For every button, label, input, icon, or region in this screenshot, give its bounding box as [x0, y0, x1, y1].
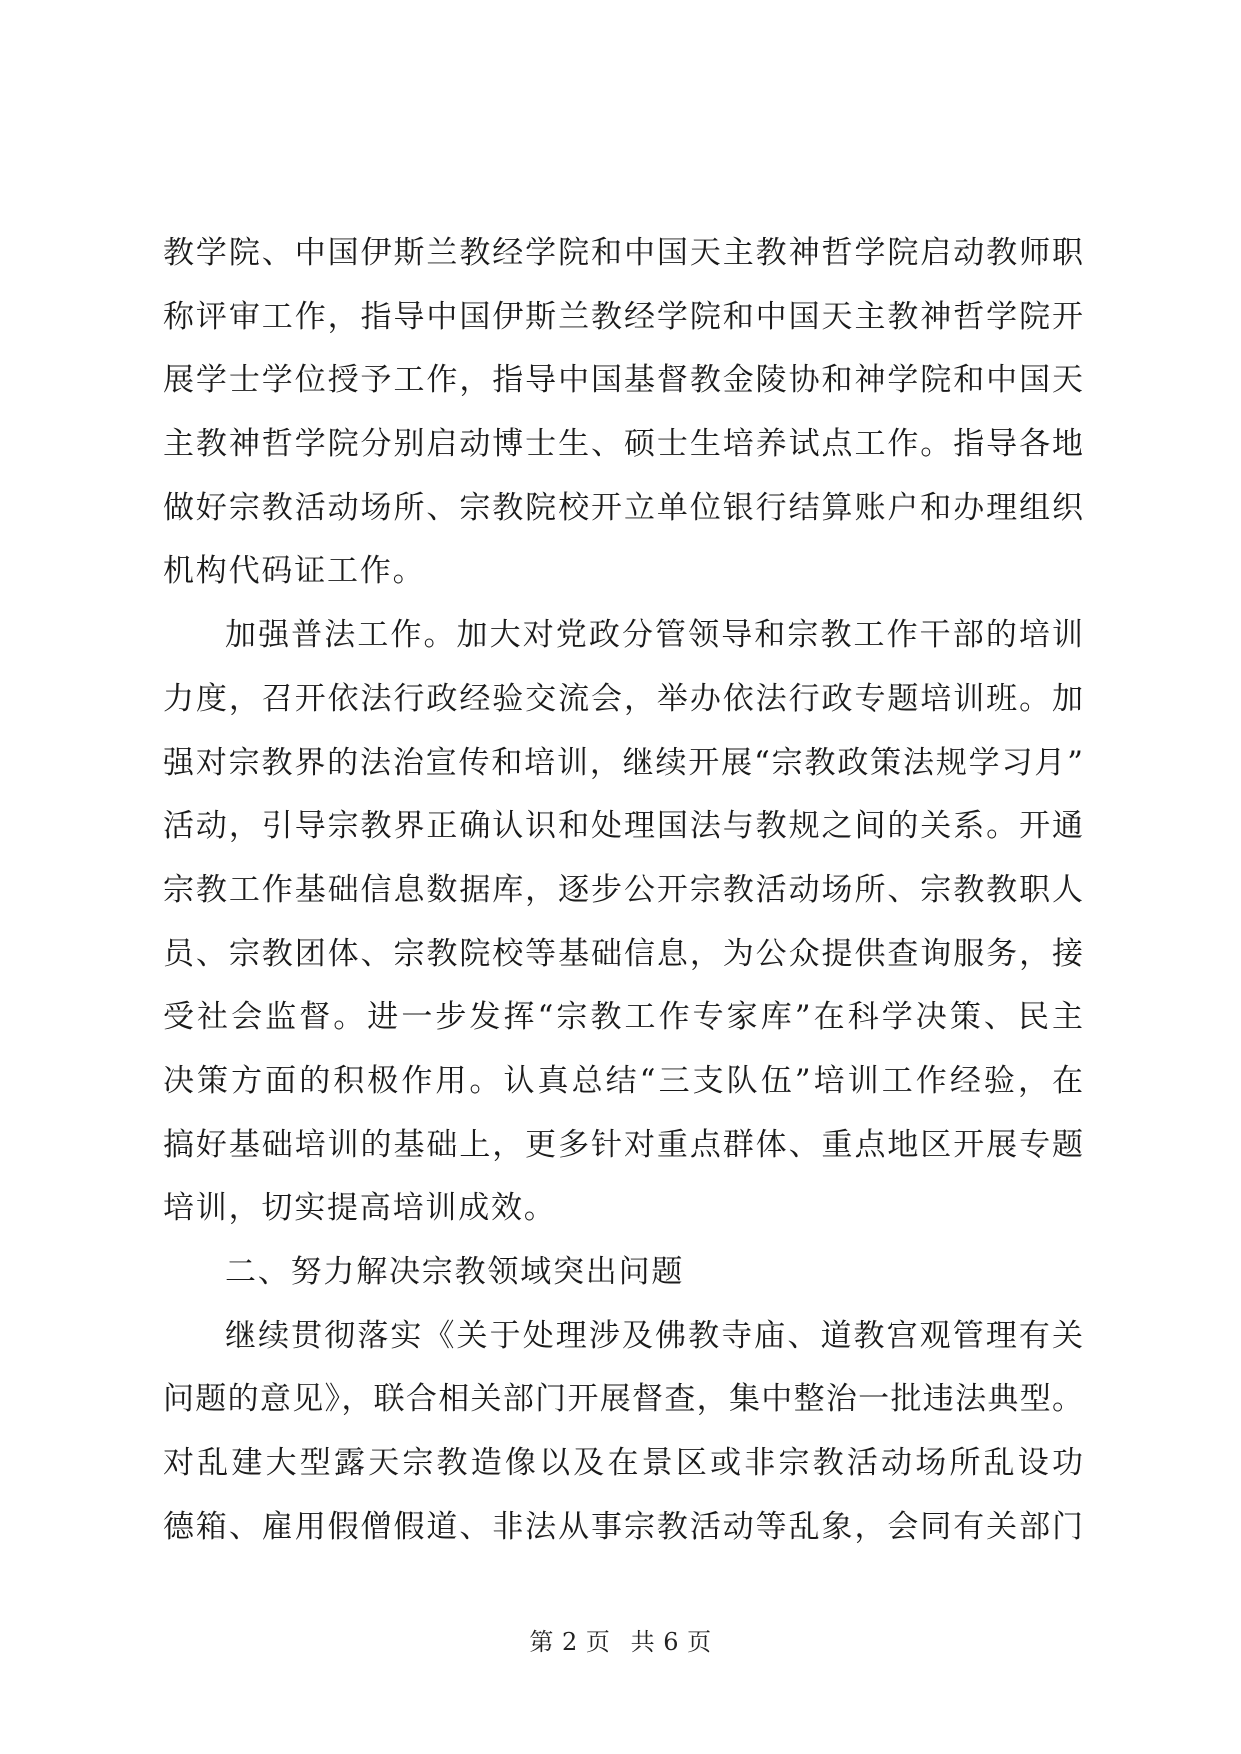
text-line: 德箱、雇用假僧假道、非法从事宗教活动等乱象，会同有关部门 [163, 1508, 1083, 1545]
text-line: 问题的意见》，联合相关部门开展督查，集中整治一批违法典型。 [163, 1381, 1083, 1418]
page-number: 第 2 页 [529, 1628, 611, 1656]
section-heading: 二、努力解决宗教领域突出问题 [225, 1254, 685, 1290]
paragraph-first-line: 继续贯彻落实《关于处理涉及佛教寺庙、道教宫观管理有关 [225, 1317, 1083, 1354]
text-line: 展学士学位授予工作，指导中国基督教金陵协和神学院和中国天 [163, 362, 1083, 399]
text-line: 活动，引导宗教界正确认识和处理国法与教规之间的关系。开通 [163, 808, 1083, 845]
text-line: 搞好基础培训的基础上，更多针对重点群体、重点地区开展专题 [163, 1126, 1083, 1163]
text-line: 称评审工作，指导中国伊斯兰教经学院和中国天主教神哲学院开 [163, 298, 1083, 335]
text-line: 受社会监督。进一步发挥“宗教工作专家库”在科学决策、民主 [163, 999, 1083, 1036]
text-line: 机构代码证工作。 [163, 553, 426, 590]
document-body [163, 222, 1083, 1559]
text-line: 宗教工作基础信息数据库，逐步公开宗教活动场所、宗教教职人 [163, 871, 1083, 908]
text-line: 对乱建大型露天宗教造像以及在景区或非宗教活动场所乱设功 [163, 1445, 1083, 1482]
text-line: 做好宗教活动场所、宗教院校开立单位银行结算账户和办理组织 [163, 489, 1083, 526]
text-line: 主教神哲学院分别启动博士生、硕士生培养试点工作。指导各地 [163, 426, 1083, 463]
paragraph-first-line: 加强普法工作。加大对党政分管领导和宗教工作干部的培训 [225, 617, 1083, 654]
text-line: 强对宗教界的法治宣传和培训，继续开展“宗教政策法规学习月” [163, 744, 1083, 781]
text-line: 员、宗教团体、宗教院校等基础信息，为公众提供查询服务，接 [163, 935, 1083, 972]
page-total: 共 6 页 [630, 1628, 712, 1656]
text-line: 培训，切实提高培训成效。 [163, 1190, 557, 1227]
text-line: 教学院、中国伊斯兰教经学院和中国天主教神哲学院启动教师职 [163, 235, 1083, 271]
page-footer [0, 1622, 1241, 1657]
text-line: 力度，召开依法行政经验交流会，举办依法行政专题培训班。加 [163, 680, 1083, 717]
text-line: 决策方面的积极作用。认真总结“三支队伍”培训工作经验，在 [163, 1062, 1083, 1099]
